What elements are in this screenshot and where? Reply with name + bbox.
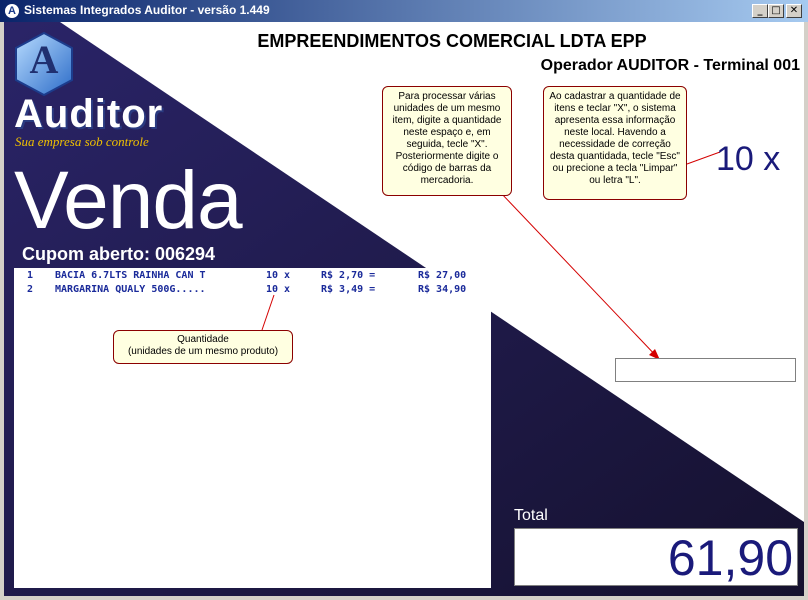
item-quantity: 10 x — [266, 270, 291, 281]
window-title: Sistemas Integrados Auditor - versão 1.449 — [24, 3, 270, 17]
item-quantity: 10 x — [266, 284, 291, 295]
logo-name: Auditor — [14, 92, 164, 136]
sales-screen — [4, 22, 804, 596]
item-unit-price: R$ 2,70 = — [321, 270, 376, 281]
item-unit-price: R$ 3,49 = — [321, 284, 376, 295]
arrow-to-quantity — [262, 295, 274, 330]
mode-title: Venda — [14, 155, 242, 246]
total-label: Total — [514, 507, 548, 524]
note-quantity-column — [113, 330, 293, 364]
item-total: R$ 27,00 — [418, 270, 467, 281]
close-button[interactable]: ✕ — [786, 4, 802, 18]
quantity-display: 10 x — [716, 140, 781, 178]
quantity-input[interactable] — [615, 358, 796, 382]
note-quantity-input: Para processar várias unidades de um mesmo item, digite a quantidade neste espaço e, em seguida, tecle "X". Posteriormente digite o código de barras da mercadoria. — [382, 86, 512, 196]
operator-terminal: Operador AUDITOR - Terminal 001 — [540, 57, 800, 74]
item-total: R$ 34,90 — [418, 284, 467, 295]
maximize-button[interactable]: □ — [768, 4, 784, 18]
note-quantity-title: Quantidade — [177, 334, 229, 345]
logo-slogan: Sua empresa sob controle — [15, 134, 149, 149]
total-value: 61,90 — [667, 530, 793, 586]
arrow-to-input — [500, 192, 660, 360]
cupom-status: Cupom aberto: 006294 — [22, 244, 216, 264]
logo-letter: A — [29, 37, 59, 82]
item-description: BACIA 6.7LTS RAINHA CAN T — [55, 270, 206, 281]
total-box — [514, 528, 798, 586]
item-number: 2 — [27, 284, 34, 295]
app-icon[interactable]: A — [5, 4, 19, 18]
item-number: 1 — [27, 270, 34, 281]
note-quantity-display: Ao cadastrar a quantidade de itens e teclar "X", o sistema apresenta essa informação neste local. Havendo a necessidade de correção desta quantidada, tecle "Esc" ou precione a tecla "Limpar" ou letra "L". — [543, 86, 687, 200]
item-description: MARGARINA QUALY 500G..... — [55, 284, 206, 295]
window-titlebar[interactable] — [0, 0, 808, 22]
note-quantity-subtitle: (unidades de um mesmo produto) — [127, 346, 279, 357]
company-name: EMPREENDIMENTOS COMERCIAL LDTA EPP — [257, 31, 647, 51]
minimize-button[interactable]: _ — [752, 4, 768, 18]
